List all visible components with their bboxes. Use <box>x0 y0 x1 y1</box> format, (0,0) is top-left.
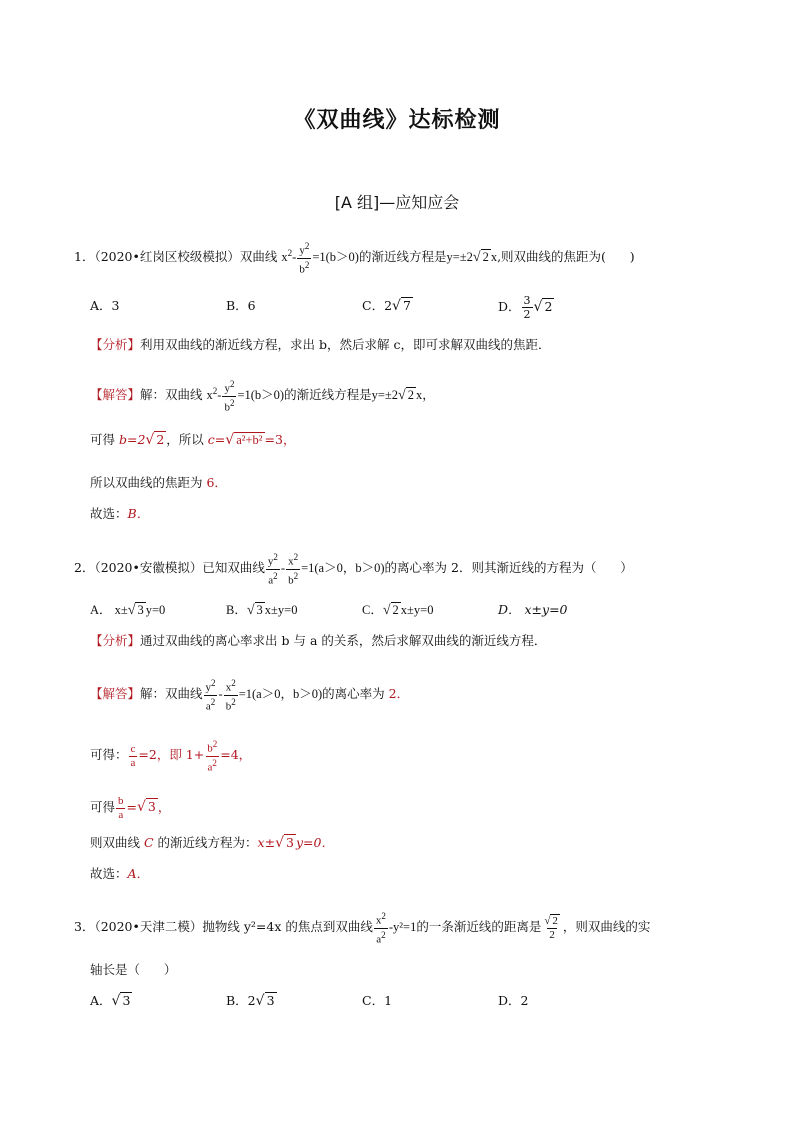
radicand: 3 <box>122 993 131 1008</box>
stem-text: ,则双曲线的焦距为( <box>497 249 606 265</box>
answer-text: 则双曲线 <box>90 835 144 850</box>
stem-text: 轴长是（ <box>90 962 141 977</box>
page-title: 《双曲线》达标检测 <box>293 108 501 133</box>
option-text: A． <box>90 993 112 1008</box>
radicand: 7 <box>402 298 411 313</box>
answer-text: 可得： <box>90 747 128 763</box>
q3-option-b[interactable]: B．2√ 3 <box>226 993 275 1009</box>
q3-option-a[interactable]: A．√ 3 <box>90 993 131 1009</box>
q2-answer-line-4: 则双曲线 C 的渐近线方程为：x±√ 3 y=0． <box>90 835 334 851</box>
q3-option-c[interactable]: C．1 <box>362 993 393 1008</box>
q1-answer-line-3 <box>90 473 227 493</box>
q3-option-d[interactable]: D．2 <box>498 993 529 1008</box>
section-heading: [A 组]—应知应会 <box>334 193 460 212</box>
stem-text: 抛物线 y²=4x 的焦点到双曲线 <box>202 919 373 935</box>
radicand: 2 <box>156 432 165 447</box>
eq-text: y=±2 <box>371 388 399 403</box>
hyperbola-equation: $x^2-$ $\frac{y^2}{b^2}$ =1(b＞0) <box>281 241 359 276</box>
answer-text: 双曲线 <box>165 387 203 403</box>
question-2-stem <box>74 551 633 587</box>
q1-option-c[interactable]: C．2√ 7 <box>362 298 411 314</box>
equation-condition: =1(a＞0，b＞0) <box>301 561 385 576</box>
distance-value: $\frac{√ 2}{2}$ <box>544 915 558 942</box>
radicand: 2 <box>407 388 414 403</box>
radicand: 3 <box>137 603 144 617</box>
answer-text: 故选： <box>90 506 128 521</box>
answer-math: x± <box>257 835 276 850</box>
option-text: C．2 <box>362 298 393 313</box>
answer-text: ，所以 <box>166 432 208 447</box>
answer-math: ， <box>157 799 171 815</box>
answer-math: =2，即 1+ <box>138 747 205 763</box>
q2-analysis <box>90 631 546 651</box>
analysis-label: 【分析】 <box>90 633 141 648</box>
asymptote-equation: y=±2√ 2 x <box>446 250 498 266</box>
stem-text: 的渐近线方程是 <box>358 249 447 265</box>
answer-math: y=0． <box>295 835 334 850</box>
stem-text: ） <box>620 560 633 576</box>
answer-math: $\frac{b}{a}$ <box>118 795 124 821</box>
answer-text: 的渐近线方程是 <box>284 387 372 403</box>
answer-choice: B． <box>127 506 150 521</box>
answer-text: ， <box>422 387 435 403</box>
q1-option-b[interactable]: B．6 <box>226 298 256 313</box>
fraction-denominator: 2 <box>523 308 531 321</box>
answer-label: 【解答】 <box>90 686 141 702</box>
answer-math: b=2 <box>118 432 146 447</box>
jie-label: 解： <box>140 686 166 702</box>
radicand: 2 <box>544 299 553 314</box>
eq-text: x <box>490 250 498 265</box>
option-text: B． <box>226 603 247 617</box>
stem-text: ，则双曲线的实 <box>562 919 651 935</box>
analysis-text: 通过双曲线的离心率求出 b 与 a 的关系，然后求解双曲线的渐近线方程． <box>140 633 547 648</box>
answer-label: 【解答】 <box>90 387 141 403</box>
option-text: C． <box>362 603 383 617</box>
answer-choice: A． <box>127 866 150 881</box>
question-3-stem-cont <box>90 960 176 980</box>
question-source: （2020•安徽模拟） <box>94 560 203 576</box>
stem-text: 的离心率为 2．则其渐近线的方程为（ <box>384 560 597 576</box>
hyperbola-equation: $x^2-$ $\frac{y^2}{b^2}$ =1(b＞0) <box>206 379 285 414</box>
question-3-stem <box>74 910 650 946</box>
answer-text: 的离心率为 <box>322 686 389 702</box>
asymptote-equation: y=±2√ 2 x <box>371 388 423 404</box>
radicand: 2 <box>392 603 399 617</box>
question-source: （2020•天津二模） <box>94 919 203 935</box>
hyperbola-equation: $\frac{y^2}{a^2}$ - $\frac{x^2}{b^2}$ =1(a＞0，b＞0) <box>267 552 385 587</box>
q2-answer-line-3: 可得 $\frac{b}{a}$ =√ 3 ， <box>90 795 171 821</box>
answer-text: 可得 <box>90 432 119 447</box>
answer-math: c= <box>207 432 226 447</box>
fraction-numerator: 3 <box>523 294 531 307</box>
answer-text: 故选： <box>90 866 128 881</box>
answer-value: 6． <box>206 475 227 490</box>
radicand: 3 <box>256 603 263 617</box>
q2-answer-line-1 <box>90 677 409 713</box>
stem-text: 的一条渐近线的距离是 <box>416 919 542 935</box>
q1-option-d[interactable]: D． $\frac{3}{2}$ √ 2 <box>498 294 553 321</box>
equation-condition: =1(b＞0) <box>237 388 285 403</box>
radicand: 3 <box>147 799 156 815</box>
stem-text: 双曲线 <box>239 249 278 265</box>
option-text: x±y=0 <box>264 603 298 617</box>
answer-math: $\frac{c}{a}$ <box>130 742 136 769</box>
answer-text: 所以双曲线的焦距为 <box>90 475 207 490</box>
q2-answer-line-5 <box>90 864 149 884</box>
q2-option-b[interactable]: B．√ 3 x±y=0 <box>226 603 298 618</box>
radicand: 2 <box>482 250 489 265</box>
question-number: 3． <box>74 919 95 935</box>
answer-text: 可得 <box>90 799 116 815</box>
option-text: B．2 <box>226 993 256 1008</box>
answer-text: 双曲线 <box>165 686 203 702</box>
eq-text: x <box>415 388 423 403</box>
option-text: A． x± <box>90 603 128 617</box>
q2-option-a[interactable]: A． x±√ 3 y=0 <box>90 603 166 618</box>
eq-text: y=±2 <box>446 250 473 265</box>
q1-answer-line-4 <box>90 504 149 524</box>
hyperbola-equation: $\frac{y^2}{a^2}$ - $\frac{x^2}{b^2}$ =1(a＞0，b＞0) <box>205 678 323 713</box>
question-number: 1． <box>74 249 95 265</box>
q1-answer-line-1 <box>90 378 435 414</box>
q1-answer-line-2: 可得 b=2√ 2 ，所以 c=√ a²+b² =3， <box>90 432 296 448</box>
equation-condition: -y²=1 <box>388 920 417 935</box>
hyperbola-equation: $\frac{x^2}{a^2}$ -y²=1 <box>375 911 417 946</box>
analysis-text: 利用双曲线的渐近线方程，求出 b，然后求解 c，即可求解双曲线的焦距． <box>140 337 551 352</box>
radicand: a²+b² <box>236 433 263 447</box>
stem-text: 已知双曲线 <box>202 560 265 576</box>
equation-condition: =1(b＞0) <box>312 250 359 265</box>
q1-option-a[interactable]: A．3 <box>90 298 120 313</box>
option-text: y=0 <box>145 603 166 617</box>
answer-text: 的渐近线方程为： <box>153 835 258 850</box>
question-1-stem <box>74 240 635 276</box>
stem-text: ) <box>629 249 635 265</box>
answer-math: $\frac{b^2}{a^2}$ <box>207 739 218 774</box>
answer-math: =3， <box>264 432 296 447</box>
jie-label: 解： <box>140 387 166 403</box>
q1-analysis <box>90 335 550 355</box>
answer-math: C <box>143 835 154 850</box>
answer-value: 2． <box>388 686 410 702</box>
radicand: 3 <box>286 835 294 850</box>
radicand: 3 <box>266 993 275 1008</box>
answer-math: =4， <box>220 747 252 763</box>
answer-math: = <box>126 799 137 815</box>
question-source: （2020•红岗区校级模拟） <box>94 249 240 265</box>
equation-condition: =1(a＞0，b＞0) <box>238 687 323 702</box>
question-number: 2． <box>74 560 95 576</box>
q2-option-d[interactable]: D． x±y=0 <box>498 602 568 617</box>
option-text: x±y=0 <box>400 603 434 617</box>
option-text: D． <box>498 299 521 314</box>
analysis-label: 【分析】 <box>90 337 141 352</box>
q2-answer-line-2 <box>90 738 251 774</box>
q2-option-c[interactable]: C．√ 2 x±y=0 <box>362 603 434 618</box>
stem-text: ） <box>163 962 177 977</box>
